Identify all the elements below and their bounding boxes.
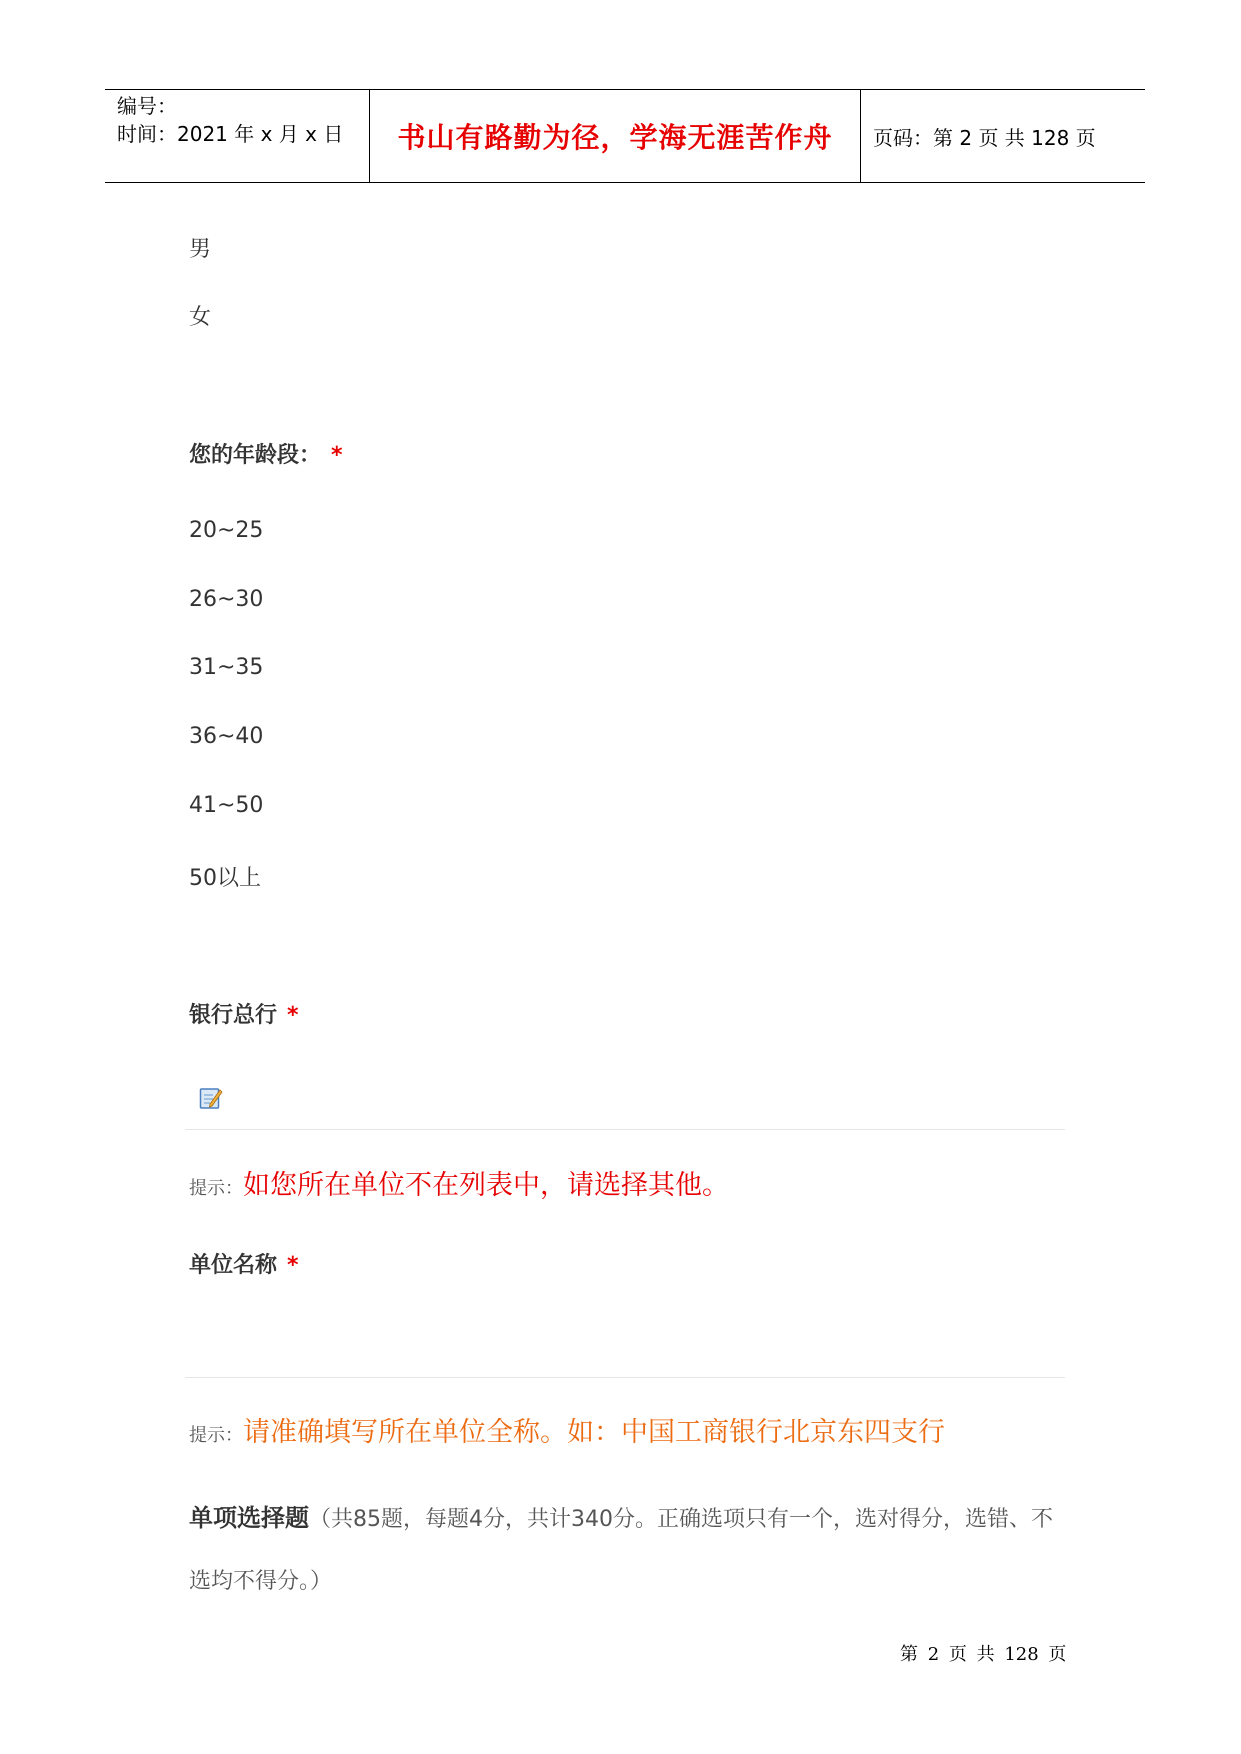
- section-title: 单项选择题: [189, 1504, 309, 1532]
- section-desc: （共85题，每题4分，共计340分。正确选项只有一个，选对得分，选错、不选均不得分。）: [189, 1507, 1053, 1594]
- age-option[interactable]: 31~35: [189, 655, 264, 680]
- age-question-label: 您的年龄段：: [189, 443, 322, 468]
- age-option[interactable]: 20~25: [189, 518, 264, 543]
- age-option[interactable]: 36~40: [189, 724, 264, 749]
- age-option[interactable]: 41~50: [189, 793, 264, 818]
- divider: [185, 1129, 1065, 1130]
- tip-text: 如您所在单位不在列表中，请选择其他。: [243, 1170, 729, 1201]
- tip-label: 提示：: [189, 1178, 243, 1199]
- unit-question: [189, 1248, 299, 1279]
- motto: 书山有路勤为径，学海无涯苦作舟: [397, 121, 833, 154]
- header-motto-cell: [370, 90, 861, 182]
- unit-tip: [189, 1410, 945, 1449]
- page-header: [105, 89, 1145, 183]
- unit-question-label: 单位名称: [189, 1253, 278, 1278]
- required-mark: *: [287, 1003, 299, 1028]
- page-footer: 第 2 页 共 128 页: [900, 1644, 1067, 1665]
- header-meta: [105, 90, 370, 182]
- age-option[interactable]: 50以上: [189, 866, 261, 891]
- required-mark: *: [331, 443, 343, 468]
- gender-option-male[interactable]: 男: [189, 237, 212, 262]
- tip-text: 请准确填写所在单位全称。如：中国工商银行北京东四支行: [243, 1417, 945, 1448]
- bank-question: [189, 998, 299, 1029]
- bank-question-label: 银行总行: [189, 1003, 278, 1028]
- number-label: 编号：: [117, 94, 177, 118]
- age-question: [189, 438, 343, 469]
- section-heading: [189, 1487, 1069, 1613]
- gender-option-female[interactable]: 女: [189, 305, 212, 330]
- edit-icon[interactable]: [199, 1086, 223, 1110]
- time-label: 时间：2021 年 x 月 x 日: [117, 122, 344, 146]
- bank-tip: [189, 1163, 729, 1202]
- page-label: 页码：第 2 页 共 128 页: [873, 125, 1096, 150]
- age-option[interactable]: 26~30: [189, 587, 264, 612]
- unit-name-input-underline[interactable]: [185, 1377, 1065, 1378]
- tip-label: 提示：: [189, 1425, 243, 1446]
- required-mark: *: [287, 1253, 299, 1278]
